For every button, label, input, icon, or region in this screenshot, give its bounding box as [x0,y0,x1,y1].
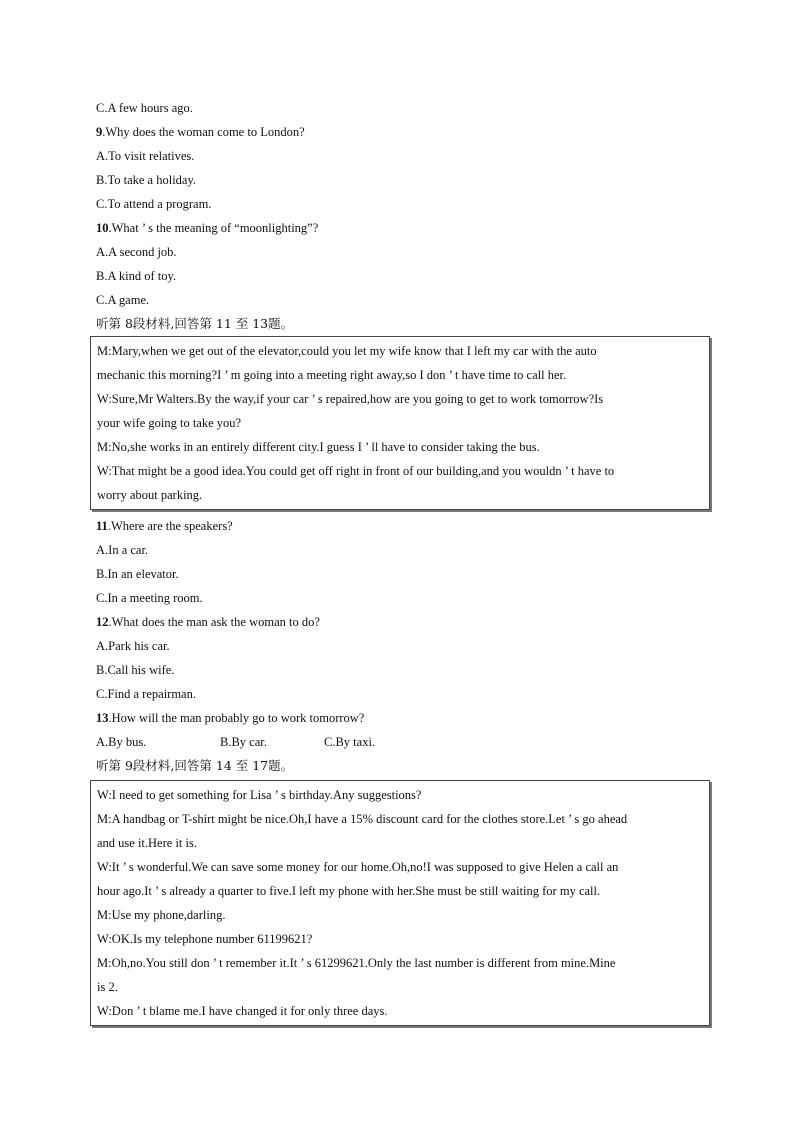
question-13: 13.How will the man probably go to work tomorrow? [96,711,365,725]
option-line: B.In an elevator. [96,567,179,581]
transcript-line: W:That might be a good idea.You could get off right in front of our building,and you wouldn ’ t have to [97,464,615,478]
option-line: C.A few hours ago. [96,101,193,115]
option-line: C.A game. [96,293,150,307]
option-c: C.By taxi. [324,735,376,749]
transcript-line: W:Sure,Mr Walters.By the way,if your car ’ s repaired,how are you going to get to work tomorrow?Is [97,392,604,406]
transcript-line: mechanic this morning?I ’ m going into a meeting right away,so I don ’ t have time to call her. [97,368,567,382]
transcript-line: hour ago.It ’ s already a quarter to five.I left my phone with her.She must be still waiting for my call. [97,884,601,898]
transcript-line: your wife going to take you? [97,416,242,430]
option-line: C.To attend a program. [96,197,212,211]
option-line: A.To visit relatives. [96,149,195,163]
transcript-line: worry about parking. [97,488,203,502]
option-line: B.A kind of toy. [96,269,177,283]
question-number: 13 [96,711,109,725]
question-11: 11.Where are the speakers? [96,519,233,533]
question-number: 12 [96,615,109,629]
questions-11-13 [96,514,708,754]
option-line: B.Call his wife. [96,663,175,677]
option-line: A.In a car. [96,543,149,557]
question-number: 10 [96,221,109,235]
option-a: A.By bus. [96,735,147,749]
question-10: 10.What ’ s the meaning of “moonlighting”? [96,221,319,235]
option-line: A.Park his car. [96,639,170,653]
questions-8-10 [96,96,708,312]
transcript-line: is 2. [97,980,118,994]
transcript-line: W:OK.Is my telephone number 61199621? [97,932,313,946]
question-12: 12.What does the man ask the woman to do? [96,615,320,629]
transcript-line: M:Use my phone,darling. [97,908,226,922]
option-line: C.In a meeting room. [96,591,203,605]
transcript-line: M:Oh,no.You still don ’ t remember it.It ’ s 61299621.Only the last number is different from mine.Mine [97,956,616,970]
transcript-line: M:No,she works in an entirely different city.I guess I ’ ll have to consider taking the bus. [97,440,540,454]
option-line: B.To take a holiday. [96,173,197,187]
transcript-line: M:A handbag or T-shirt might be nice.Oh,I have a 15% discount card for the clothes store.Let ’ s go ahead [97,812,628,826]
transcript-line: M:Mary,when we get out of the elevator,could you let my wife know that I left my car with the auto [97,344,597,358]
document-page [96,96,708,1026]
option-line: A.A second job. [96,245,177,259]
question-number: 11 [96,519,108,533]
transcript-line: W:I need to get something for Lisa ’ s birthday.Any suggestions? [97,788,422,802]
transcript-line: W:Don ’ t blame me.I have changed it for only three days. [97,1004,388,1018]
question-number: 9 [96,125,103,139]
section-9-heading: 听第 9段材料,回答第 14 至 17题。 [96,758,294,773]
transcript-line: W:It ’ s wonderful.We can save some money for our home.Oh,no!I was supposed to give Helen a call an [97,860,619,874]
question-13-options [96,730,708,754]
section-8-heading: 听第 8段材料,回答第 11 至 13题。 [96,316,294,331]
option-line: C.Find a repairman. [96,687,196,701]
transcript-line: and use it.Here it is. [97,836,197,850]
dialogue-9-transcript-box [90,780,710,1026]
dialogue-8-transcript-box [90,336,710,510]
option-b: B.By car. [220,735,267,749]
question-9: 9.Why does the woman come to London? [96,125,305,139]
